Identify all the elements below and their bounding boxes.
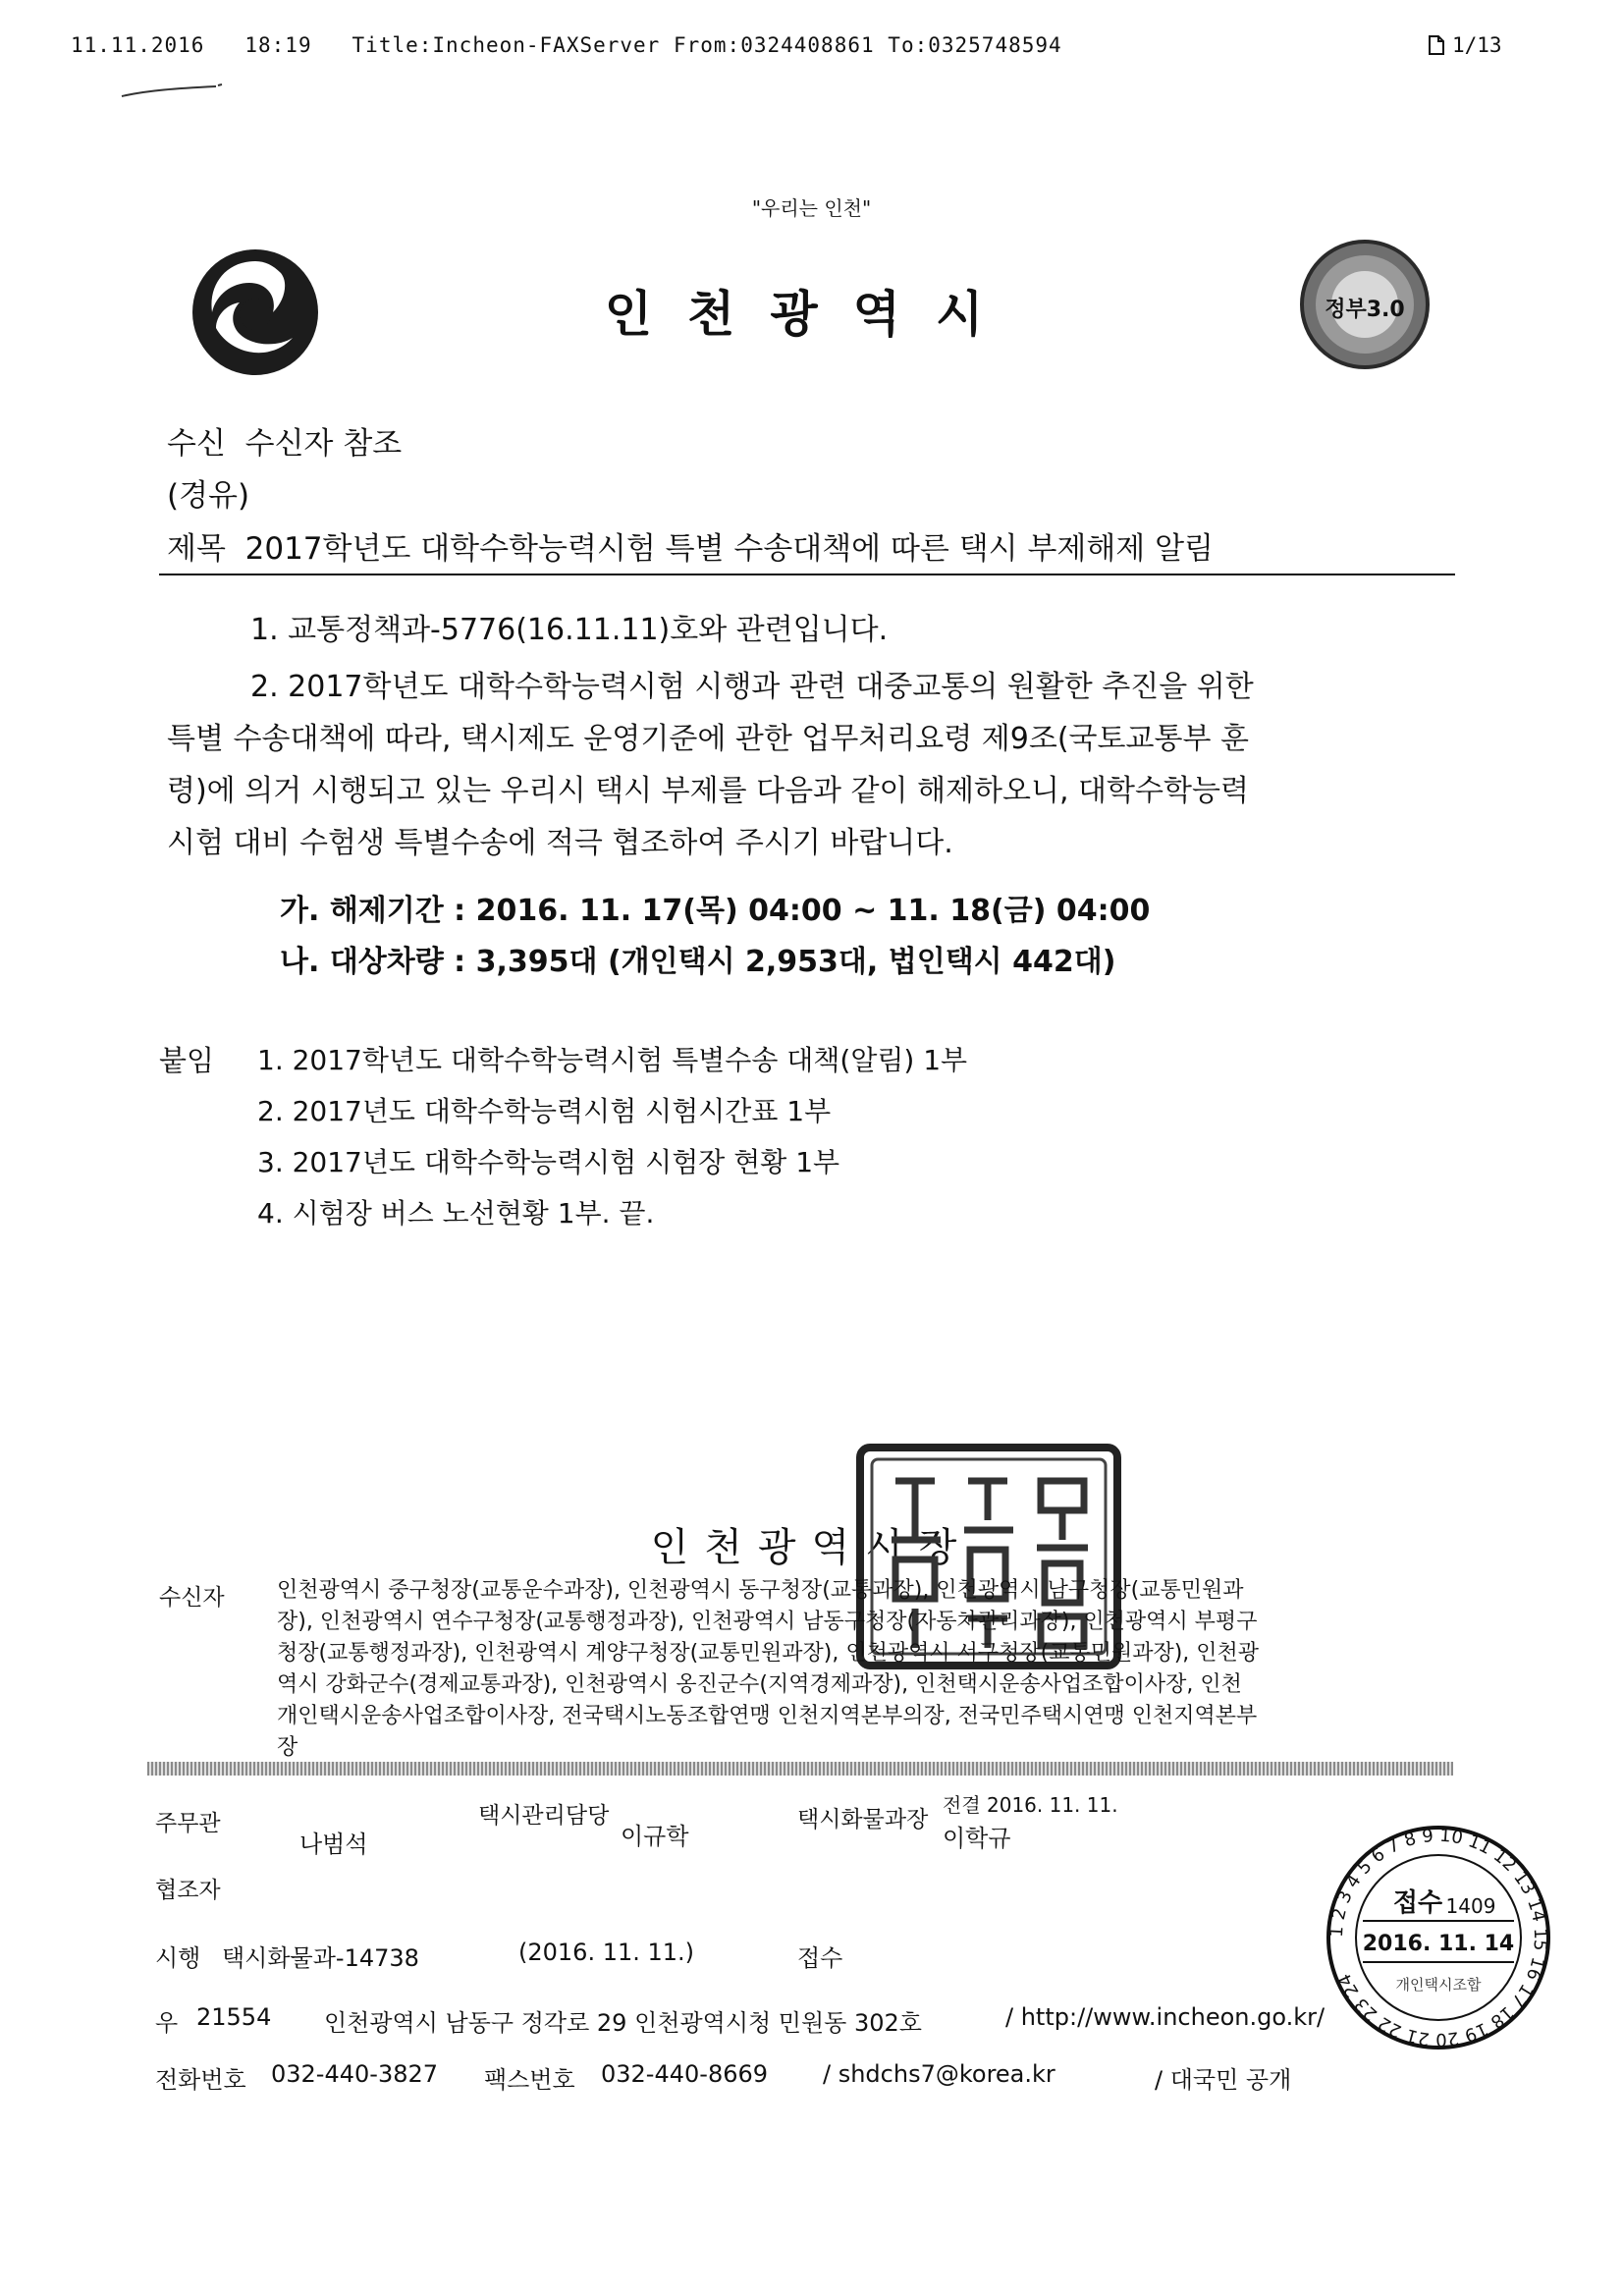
- attachment-item: 4. 시험장 버스 노선현황 1부. 끝.: [257, 1197, 655, 1230]
- stamp-number: 1409: [1445, 1894, 1496, 1918]
- recipients-line: 장), 인천광역시 연수구청장(교통행정과장), 인천광역시 남동구청장(자동차관리과장), 인천광역시 부평구: [277, 1610, 1258, 1634]
- stamp-date: 2016. 11. 14: [1362, 1932, 1515, 1956]
- stamp-title: 접수: [1392, 1888, 1443, 1918]
- fax-title: Title:Incheon-FAXServer: [352, 33, 661, 57]
- paragraph-line: 2. 2017학년도 대학수학능력시험 시행과 관련 대중교통의 원활한 추진을 위한: [250, 670, 1254, 704]
- enforce-label: 시행: [155, 1944, 201, 1972]
- cooperator-label: 협조자: [155, 1878, 221, 1903]
- section-separator: [147, 1762, 1453, 1776]
- enforce-number: 택시화물과-14738: [222, 1944, 419, 1972]
- stamp-dial-numbers: 1 2 3 4 5 6 7 8 9 10 11 12 13 14 15 16 17 18 19 20 21 22 23 24: [1325, 1825, 1551, 2050]
- disclosure-level: / 대국민 공개: [1155, 2066, 1292, 2094]
- slogan: "우리는 인천": [751, 196, 872, 220]
- item-target-vehicles: 나. 대상차량 : 3,395대 (개인택시 2,953대, 법인택시 442대): [280, 945, 1116, 979]
- fax-page-indicator: [1429, 33, 1502, 57]
- recipients-line: 청장(교통행정과장), 인천광역시 계양구청장(교통민원과장), 인천광역시 서구청장(교통민원과장), 인천광: [277, 1641, 1260, 1666]
- fax-page: 1/13: [1452, 33, 1502, 57]
- body-paragraph-2: [167, 661, 1453, 869]
- email-link[interactable]: / shdchs7@korea.kr: [823, 2060, 1055, 2088]
- fax-from: From:0324408861: [673, 33, 875, 57]
- enforce-date: (2016. 11. 11.): [518, 1939, 695, 1966]
- recipients-label: 수신자: [159, 1585, 225, 1611]
- manager-label: 택시관리담당: [478, 1803, 610, 1829]
- body-paragraph-1: 1. 교통정책과-5776(16.11.11)호와 관련입니다.: [250, 613, 889, 647]
- recipient-label: 수신: [167, 426, 226, 462]
- attachment-item: 3. 2017년도 대학수학능력시험 시험장 현황 1부: [257, 1146, 840, 1178]
- top-seal-text: 정부3.0: [1325, 298, 1405, 322]
- organization-title: 인천광역시: [604, 286, 1019, 343]
- fax-date: 11.11.2016: [71, 33, 205, 57]
- subject-text: 2017학년도 대학수학능력시험 특별 수송대책에 따른 택시 부제해제 알림: [244, 531, 1214, 567]
- attachment-item: 1. 2017학년도 대학수학능력시험 특별수송 대책(알림) 1부: [257, 1044, 968, 1076]
- item-release-period: 가. 해제기간 : 2016. 11. 17(목) 04:00 ~ 11. 18(금) 04:00: [280, 894, 1151, 928]
- attachment-label: 붙임: [159, 1044, 215, 1077]
- officer-name: 나범석: [299, 1831, 368, 1858]
- attachment-item: 2. 2017년도 대학수학능력시험 시험시간표 1부: [257, 1095, 832, 1127]
- via-line: (경유): [167, 478, 250, 514]
- page-icon: [1429, 35, 1444, 55]
- recipients-line: 장: [277, 1735, 298, 1760]
- receipt-stamp-icon: [1324, 1823, 1554, 2053]
- manager-name: 이규학: [621, 1823, 689, 1850]
- pen-scribble-icon: [118, 82, 226, 102]
- recipients-line: 인천광역시 중구청장(교통운수과장), 인천광역시 동구청장(교통과장), 인천광역시 남구청장(교통민원과: [277, 1578, 1244, 1603]
- phone-label: 전화번호: [155, 2066, 246, 2094]
- government-3-0-seal-icon: [1296, 236, 1434, 373]
- recipients-list: [277, 1575, 1455, 1764]
- stamp-issuer: 개인택시조합: [1395, 1976, 1482, 1994]
- fax-number: 032-440-8669: [601, 2060, 769, 2088]
- sender-name: 인천광역시장: [650, 1525, 973, 1570]
- director-label: 택시화물과장: [797, 1807, 929, 1832]
- recipient-line: [167, 418, 402, 463]
- subject-underline: [159, 574, 1455, 575]
- receipt-label: 접수: [797, 1944, 843, 1972]
- paragraph-line: 시험 대비 수험생 특별수송에 적극 협조하여 주시기 바랍니다.: [167, 826, 953, 860]
- recipients-line: 개인택시운송사업조합이사장, 전국택시노동조합연맹 인천지역본부의장, 전국민주택시연맹 인천지역본부: [277, 1704, 1258, 1728]
- phone-number: 032-440-3827: [271, 2060, 439, 2088]
- postal-code: 21554: [196, 2003, 272, 2031]
- final-approval-date: 전결 2016. 11. 11.: [943, 1793, 1118, 1817]
- fax-header: [71, 33, 1062, 57]
- recipients-line: 역시 강화군수(경제교통과장), 인천광역시 옹진군수(지역경제과장), 인천택시운송사업조합이사장, 인천: [277, 1672, 1242, 1697]
- director-name: 이학규: [943, 1825, 1011, 1852]
- postal-label: 우: [155, 2009, 179, 2037]
- subject-label: 제목: [167, 531, 226, 567]
- paragraph-line: 특별 수송대책에 따라, 택시제도 운영기준에 관한 업무처리요령 제9조(국토교통부 훈: [167, 722, 1249, 756]
- fax-to: To:0325748594: [888, 33, 1062, 57]
- officer-label: 주무관: [155, 1811, 221, 1836]
- address: 인천광역시 남동구 정각로 29 인천광역시청 민원동 302호: [324, 2009, 922, 2037]
- website-link[interactable]: / http://www.incheon.go.kr/: [1005, 2003, 1325, 2031]
- subject-line: [167, 523, 1214, 568]
- fax-time: 18:19: [244, 33, 312, 57]
- fax-label: 팩스번호: [484, 2066, 575, 2094]
- recipient-value: 수신자 참조: [244, 426, 403, 462]
- paragraph-line: 령)에 의거 시행되고 있는 우리시 택시 부제를 다음과 같이 해제하오니, 대학수학능력: [167, 774, 1249, 808]
